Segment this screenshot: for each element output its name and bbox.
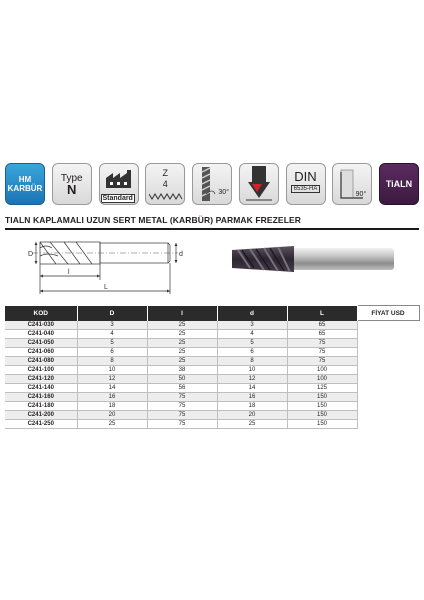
cell-fiyat bbox=[357, 366, 419, 375]
cell-fiyat bbox=[357, 393, 419, 402]
angle-90-badge bbox=[332, 163, 372, 205]
cell-L: 125 bbox=[287, 384, 357, 393]
spec-table bbox=[5, 305, 420, 429]
table-row bbox=[5, 384, 419, 393]
material-line1: HM bbox=[18, 175, 32, 184]
cell-fiyat bbox=[357, 420, 419, 429]
cell-d: 4 bbox=[217, 330, 287, 339]
label-d: d bbox=[179, 251, 183, 258]
cell-d: 12 bbox=[217, 375, 287, 384]
cell-fiyat bbox=[357, 375, 419, 384]
helix-angle-value: 30° bbox=[218, 189, 229, 196]
material-hm-karbur-badge bbox=[5, 163, 45, 205]
cell-l: 25 bbox=[147, 330, 217, 339]
cell-L: 150 bbox=[287, 411, 357, 420]
end-mill-photo bbox=[228, 240, 398, 280]
cell-L: 150 bbox=[287, 393, 357, 402]
right-angle-icon bbox=[333, 164, 371, 204]
cell-L: 75 bbox=[287, 357, 357, 366]
cell-D: 5 bbox=[77, 339, 147, 348]
technical-drawing bbox=[18, 234, 204, 298]
header-l: l bbox=[147, 306, 217, 321]
cell-L: 65 bbox=[287, 321, 357, 330]
cell-kod: C241-080 bbox=[5, 357, 77, 366]
spec-table-body bbox=[5, 321, 419, 429]
cell-kod: C241-120 bbox=[5, 375, 77, 384]
corner-geometry-badge bbox=[239, 163, 279, 205]
label-D: D bbox=[28, 251, 34, 258]
helix-drill-icon bbox=[193, 164, 231, 204]
din-label: DIN bbox=[294, 168, 317, 184]
tialn-coating-badge bbox=[379, 163, 419, 205]
cell-kod: C241-060 bbox=[5, 348, 77, 357]
type-n-badge bbox=[52, 163, 92, 205]
din-sub-label: 6535-HA bbox=[291, 185, 321, 193]
cell-D: 18 bbox=[77, 402, 147, 411]
header-d: d bbox=[217, 306, 287, 321]
cell-fiyat bbox=[357, 384, 419, 393]
label-L: L bbox=[104, 284, 108, 291]
cell-D: 4 bbox=[77, 330, 147, 339]
title-divider bbox=[5, 228, 419, 230]
standard-label: Standard bbox=[102, 195, 133, 202]
cell-L: 65 bbox=[287, 330, 357, 339]
cell-L: 100 bbox=[287, 375, 357, 384]
cell-d: 3 bbox=[217, 321, 287, 330]
cell-l: 75 bbox=[147, 420, 217, 429]
table-row bbox=[5, 375, 419, 384]
standard-badge bbox=[99, 163, 139, 205]
cell-D: 20 bbox=[77, 411, 147, 420]
cell-d: 5 bbox=[217, 339, 287, 348]
cell-d: 20 bbox=[217, 411, 287, 420]
cell-d: 10 bbox=[217, 366, 287, 375]
cell-kod: C241-160 bbox=[5, 393, 77, 402]
header-D: D bbox=[77, 306, 147, 321]
material-line2: KARBÜR bbox=[7, 184, 43, 193]
cell-L: 150 bbox=[287, 420, 357, 429]
cell-d: 6 bbox=[217, 348, 287, 357]
cell-L: 75 bbox=[287, 348, 357, 357]
product-title: TIALN KAPLAMALI UZUN SERT METAL (KARBÜR) PARMAK FREZELER bbox=[5, 215, 301, 225]
cell-fiyat bbox=[357, 339, 419, 348]
cell-D: 3 bbox=[77, 321, 147, 330]
header-kod: KOD bbox=[5, 306, 77, 321]
table-row bbox=[5, 348, 419, 357]
square-end-mill-icon bbox=[240, 164, 278, 204]
flutes-label: Z bbox=[162, 168, 168, 178]
flutes-value: 4 bbox=[162, 179, 168, 189]
cell-l: 38 bbox=[147, 366, 217, 375]
cell-fiyat bbox=[357, 357, 419, 366]
cell-L: 150 bbox=[287, 402, 357, 411]
label-l: l bbox=[68, 269, 70, 276]
table-header-row bbox=[5, 306, 419, 321]
cell-l: 25 bbox=[147, 348, 217, 357]
type-label: Type bbox=[60, 173, 83, 184]
table-row bbox=[5, 366, 419, 375]
feature-icon-row bbox=[5, 163, 419, 205]
cell-fiyat bbox=[357, 330, 419, 339]
cell-l: 75 bbox=[147, 411, 217, 420]
cell-l: 25 bbox=[147, 321, 217, 330]
header-fiyat-usd: FİYAT USD bbox=[357, 306, 419, 321]
cell-D: 8 bbox=[77, 357, 147, 366]
header-L: L bbox=[287, 306, 357, 321]
cell-kod: C241-140 bbox=[5, 384, 77, 393]
cell-L: 100 bbox=[287, 366, 357, 375]
cell-D: 6 bbox=[77, 348, 147, 357]
cell-d: 25 bbox=[217, 420, 287, 429]
cell-fiyat bbox=[357, 402, 419, 411]
cell-kod: C241-200 bbox=[5, 411, 77, 420]
cell-l: 50 bbox=[147, 375, 217, 384]
table-row bbox=[5, 339, 419, 348]
cell-d: 14 bbox=[217, 384, 287, 393]
table-row bbox=[5, 420, 419, 429]
table-row bbox=[5, 321, 419, 330]
cell-D: 10 bbox=[77, 366, 147, 375]
factory-icon bbox=[104, 168, 134, 190]
cell-D: 16 bbox=[77, 393, 147, 402]
serration-icon bbox=[149, 192, 183, 200]
cell-fiyat bbox=[357, 411, 419, 420]
cell-l: 25 bbox=[147, 357, 217, 366]
cell-l: 75 bbox=[147, 402, 217, 411]
type-value: N bbox=[67, 182, 77, 197]
helix-angle-badge bbox=[192, 163, 232, 205]
angle-value: 90° bbox=[355, 191, 367, 198]
cell-kod: C241-100 bbox=[5, 366, 77, 375]
cell-fiyat bbox=[357, 348, 419, 357]
cell-l: 75 bbox=[147, 393, 217, 402]
table-row bbox=[5, 393, 419, 402]
cell-l: 56 bbox=[147, 384, 217, 393]
cell-L: 75 bbox=[287, 339, 357, 348]
cell-D: 12 bbox=[77, 375, 147, 384]
cell-d: 16 bbox=[217, 393, 287, 402]
cell-kod: C241-050 bbox=[5, 339, 77, 348]
table-row bbox=[5, 402, 419, 411]
cell-fiyat bbox=[357, 321, 419, 330]
coating-label: TiALN bbox=[385, 179, 413, 189]
cell-kod: C241-250 bbox=[5, 420, 77, 429]
cell-D: 25 bbox=[77, 420, 147, 429]
table-row bbox=[5, 330, 419, 339]
cell-l: 25 bbox=[147, 339, 217, 348]
cell-d: 18 bbox=[217, 402, 287, 411]
cell-kod: C241-180 bbox=[5, 402, 77, 411]
table-row bbox=[5, 357, 419, 366]
cell-d: 8 bbox=[217, 357, 287, 366]
cell-kod: C241-030 bbox=[5, 321, 77, 330]
cell-kod: C241-040 bbox=[5, 330, 77, 339]
flutes-z4-badge bbox=[145, 163, 185, 205]
din-standard-badge bbox=[286, 163, 326, 205]
cell-D: 14 bbox=[77, 384, 147, 393]
table-row bbox=[5, 411, 419, 420]
